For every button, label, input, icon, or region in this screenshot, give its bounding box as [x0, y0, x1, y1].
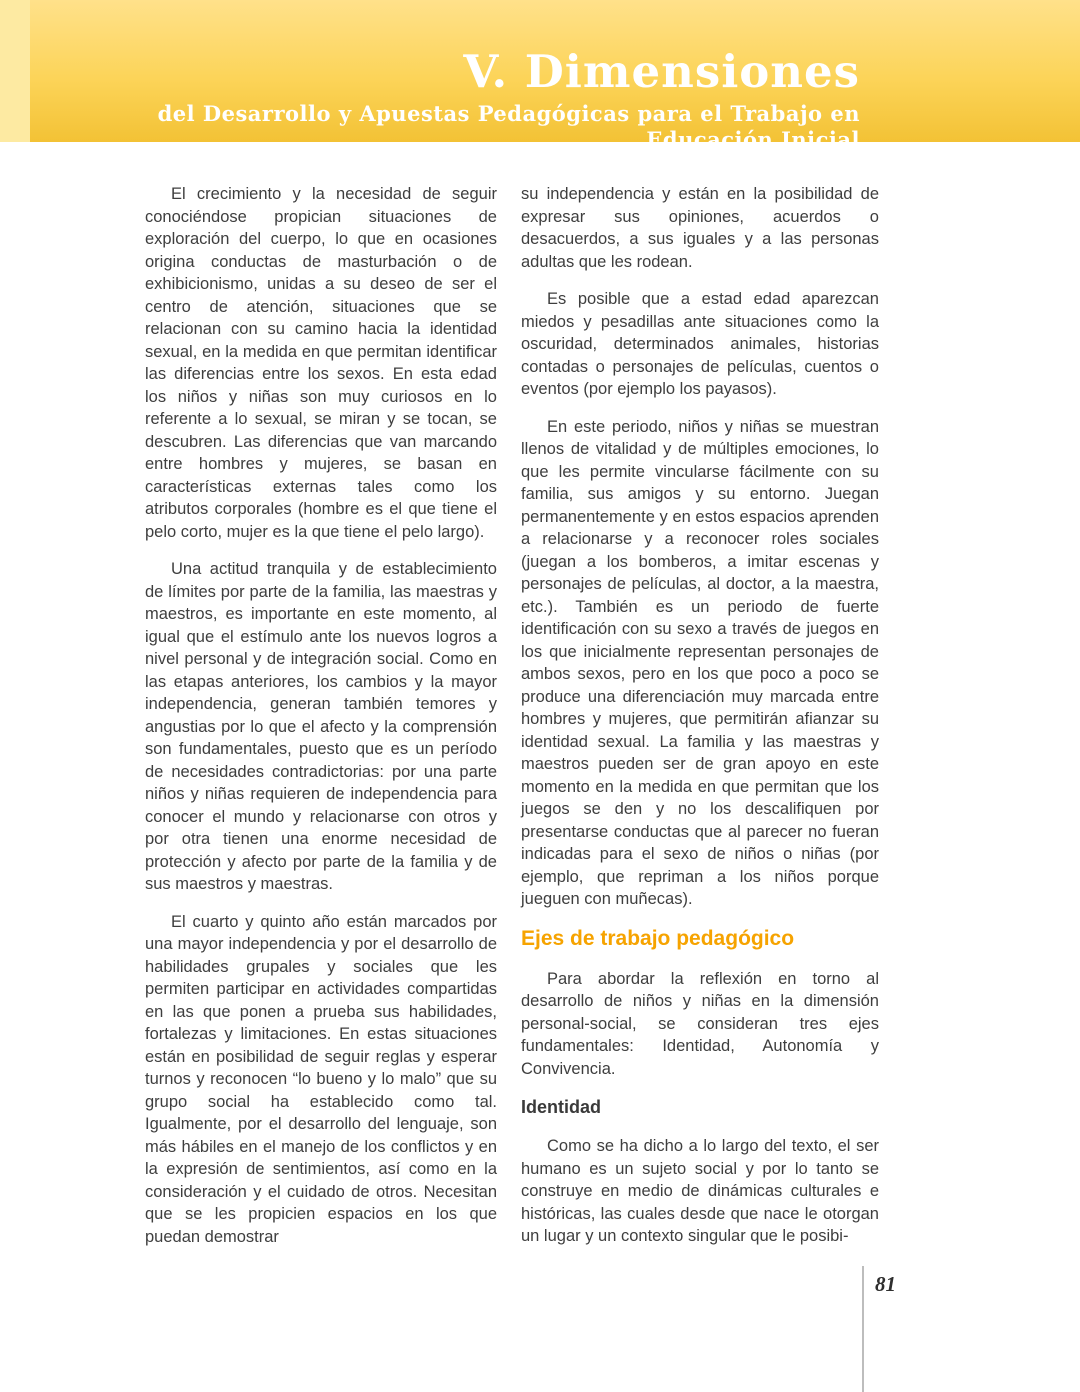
paragraph: Una actitud tranquila y de establecimiento de límites por parte de la familia, las maestras y maestros, es importante en este momento, al igual que el estímulo ante los nuevos logros a nivel personal y de integración social. Como en las etapas anteriores, los cambios y la mayor independencia, generan también temores y angustias por lo que el afecto y la comprensión son fundamentales, puesto que es un período de necesidades contradictorias: por una parte niños y niñas requieren de independencia para conocer el mundo y relacionarse con otros y por otra tienen una enorme necesidad de protección y afecto por parte de la familia y de sus maestros y maestras.: [145, 560, 497, 893]
chapter-title: V. Dimensiones: [463, 45, 860, 98]
body-content: [145, 183, 879, 1263]
subsection-heading: Identidad: [521, 1097, 601, 1117]
page-number: 81: [875, 1272, 896, 1296]
paragraph: En este periodo, niños y niñas se muestran llenos de vitalidad y de múltiples emociones, lo que les permite vincularse fácilmente con su familia, sus amigos y su entorno. Juegan permanentemente y en estos espacios aprenden a relacionarse y a reconocer roles sociales (juegan a los bomberos, a imitar escenas y personajes de películas, al doctor, a la maestra, etc.). También es un periodo de fuerte identificación con su sexo a través de juegos en los que inicialmente representan personajes de ambos sexos, pero en los que poco a poco se produce una diferenciación muy marcada entre hombres y mujeres, que permitirán afianzar su identidad sexual. La familia y las maestras y maestros pueden ser de gran apoyo en este momento en la medida en que permitan que los juegos se den y no los descalifiquen por presentarse conductas que al parecer no fueran indicadas para el sexo de niños o niñas (por ejemplo, que repriman a los niños porque jueguen con muñecas).: [521, 417, 879, 908]
page-number-rule: [862, 1266, 864, 1392]
paragraph: Es posible que a estad edad aparezcan miedos y pesadillas ante situaciones como la oscuridad, determinados animales, historias contadas o personajes de películas, cuentos o eventos (por ejemplo los payasos).: [521, 290, 879, 398]
paragraph-continuation: su independencia y están en la posibilidad de expresar sus opiniones, acuerdos o desacuerdos, a sus iguales y a las personas adultas que les rodean.: [521, 185, 879, 271]
section-heading: Ejes de trabajo pedagógico: [521, 926, 795, 950]
paragraph: El crecimiento y la necesidad de seguir conociéndose propician situaciones de exploración del cuerpo, lo que en ocasiones origina conductas de masturbación o de exhibicionismo, unidas a su deseo de ser el centro de atención, situaciones que se relacionan con su camino hacia la identidad sexual, en la medida en que permitan identificar las diferencias entre los sexos. En esta edad los niños y niñas son muy curiosos en lo referente a lo sexual, se miran y se tocan, se descubren. Las diferencias que van marcando entre hombres y mujeres, se basan en características externas tales como los atributos corporales (hombre es el que tiene el pelo corto, mujer es la que tiene el pelo largo).: [145, 185, 497, 541]
right-column: [521, 183, 879, 1263]
header-text-block: [120, 0, 860, 152]
chapter-subtitle: del Desarrollo y Apuestas Pedagógicas para el Trabajo en Educación Inicial: [157, 101, 860, 152]
paragraph: Para abordar la reflexión en torno al desarrollo de niños y niñas en la dimensión personal-social, se consideran tres ejes fundamentales: Identidad, Autonomía y Convivencia.: [521, 969, 879, 1078]
left-column: [145, 183, 497, 1263]
paragraph: Como se ha dicho a lo largo del texto, el ser humano es un sujeto social y por lo tanto se construye en medio de dinámicas culturales e históricas, las cuales desde que nace le otorgan un lugar y un contexto singular que le posibi-: [521, 1137, 879, 1245]
paragraph: El cuarto y quinto año están marcados por una mayor independencia y por el desarrollo de habilidades grupales y sociales que les permiten participar en actividades compartidas en las que ponen a prueba sus habilidades, fortalezas y limitaciones. En estas situaciones están en posibilidad de seguir reglas y esperar turnos y reconocen “lo bueno y lo malo” que su grupo social ha establecido como tal. Igualmente, por el desarrollo del lenguaje, son más hábiles en el manejo de los conflictos y en la expresión de sentimientos, así como en la consideración y el cuidado de otros. Necesitan que se les propicien espacios en los que puedan demostrar: [145, 912, 497, 1246]
header-left-strip: [0, 0, 30, 142]
page-header: [0, 0, 1080, 152]
